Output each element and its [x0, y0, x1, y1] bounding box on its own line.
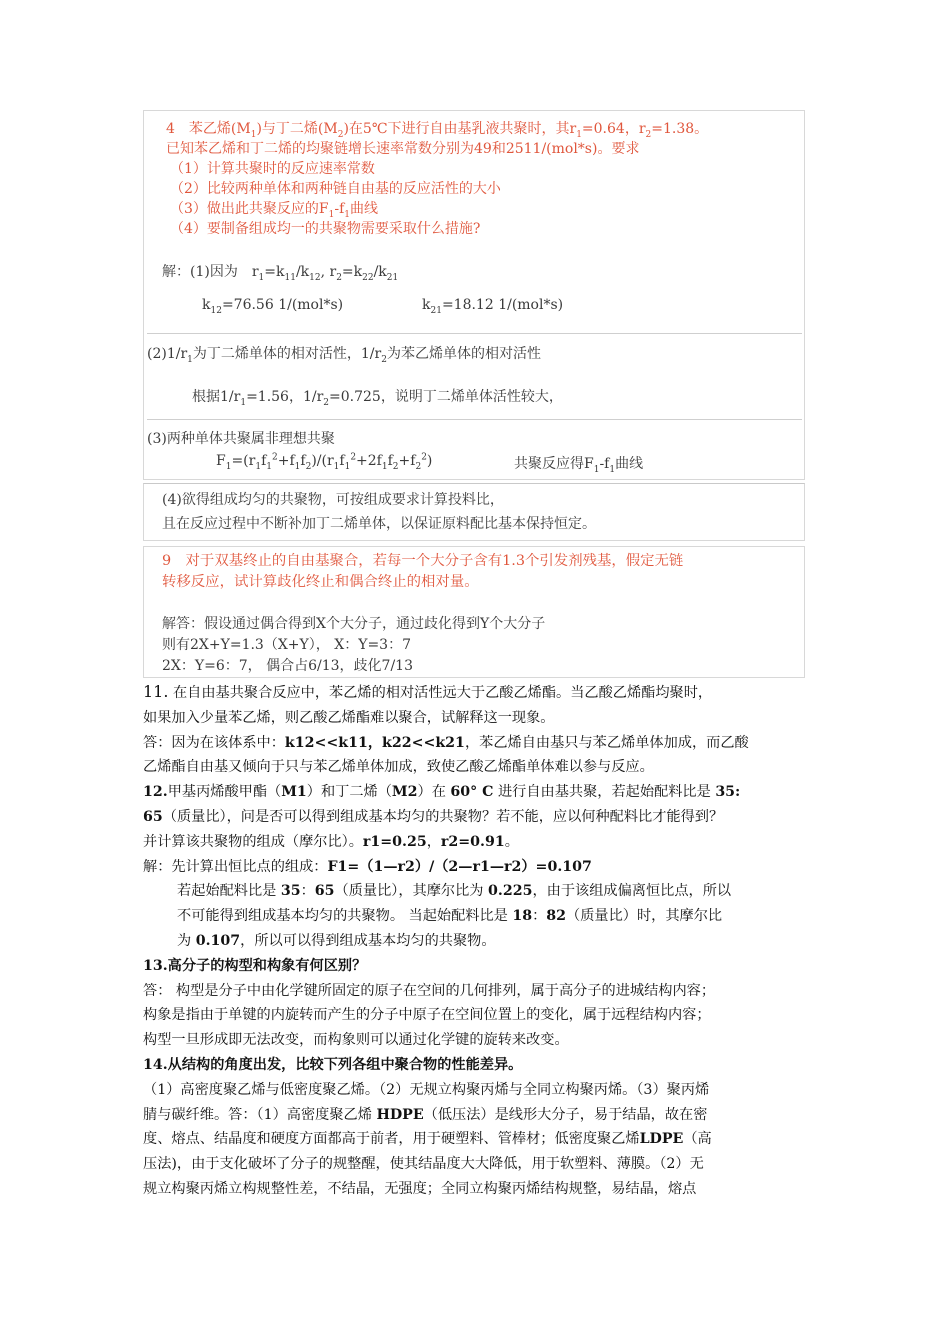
q12-solution-line1: 解：先计算出恒比点的组成：F1=（1—r2）/（2—r1—r2）=0.107 — [143, 858, 592, 875]
problem9-line1: 9 对于双基终止的自由基聚合，若每一个大分子含有1.3个引发剂残基，假定无链 — [162, 553, 684, 569]
q12-line2: 65（质量比），问是否可以得到组成基本均匀的共聚物？若不能，应以何种配料比才能得到？ — [143, 808, 724, 825]
q14-line4: 压法)，由于支化破坏了分子的规整醒，使其结晶度大大降低，用于软塑料、薄膜。（2）无 — [143, 1156, 704, 1173]
q11-line2: 如果加入少量苯乙烯，则乙酸乙烯酯难以聚合，试解释这一现象。 — [143, 709, 555, 726]
problem9-answer-1: 解答：假设通过偶合得到X个大分子，通过歧化得到Y个大分子 — [162, 616, 546, 632]
k12-value: $k_{12}=76.56$ 1/(mol*s) — [202, 297, 344, 316]
q12-line1: 12.甲基丙烯酸甲酯（M1）和丁二烯（M2）在 60° C 进行自由基共聚，若起始配料比是 35: — [143, 784, 741, 801]
q13-title: 13.高分子的构型和构象有何区别？ — [143, 957, 367, 974]
problem4-solution-1: 解：(1)因为 $r_1=k_{11}/k_{12}$, $r_2=k_{22}/k_{21}$ — [162, 264, 399, 283]
problem4-q1: （1）计算共聚时的反应速率常数 — [170, 161, 375, 177]
q14-line1: （1）高密度聚乙烯与低密度聚乙烯。（2）无规立构聚丙烯与全同立构聚丙烯。（3）聚丙烯 — [143, 1081, 710, 1098]
q14-line3: 度、熔点、结晶度和硬度方面都高于前者，用于硬塑料、管棒材；低密度聚乙烯LDPE（高 — [143, 1131, 712, 1148]
problem4-answer-2b: 根据$1/r_1=1.56$，$1/r_2=0.725$，说明丁二烯单体活性较大， — [192, 389, 563, 408]
q12-solution-line3: 不可能得到组成基本均匀的共聚物。 当起始配料比是 18：82（质量比）时，其摩尔比 — [177, 908, 723, 925]
curve-note: 共聚反应得$F_1-f_1$曲线 — [514, 456, 644, 475]
q12-line3: 并计算该共聚物的组成（摩尔比）。r1=0.25，r2=0.91。 — [143, 833, 519, 850]
problem9-answer-2: 则有2X+Y=1.3（X+Y）， X：Y=3：7 — [162, 637, 411, 653]
q13-answer-line2: 构象是指由于单键的内旋转而产生的分子中原子在空间位置上的变化，属于远程结构内容； — [143, 1007, 711, 1024]
problem4-q3: （3）做出此共聚反应的$F_1-f_1$曲线 — [170, 201, 379, 220]
q12-solution-line2: 若起始配料比是 35：65（质量比），其摩尔比为 0.225，由于该组成偏离恒比点，所以 — [177, 883, 732, 900]
scan-problem-4 — [143, 110, 805, 480]
problem4-q2: （2）比较两种单体和两种链自由基的反应活性的大小 — [170, 181, 501, 197]
problem4-answer-2: $(2)1/r_1$为丁二烯单体的相对活性，$1/r_2$为苯乙烯单体的相对活性 — [147, 346, 541, 365]
problem4-line2: 已知苯乙烯和丁二烯的均聚链增长速率常数分别为49和2511/(mol*s)。要求 — [166, 141, 640, 157]
k21-value: $k_{21}=18.12$ 1/(mol*s) — [422, 297, 564, 316]
problem4-answer-4-line2: 且在反应过程中不断补加丁二烯单体，以保证原料配比基本保持恒定。 — [162, 516, 596, 532]
q13-answer-line1: 答： 构型是分子中由化学键所固定的原子在空间的几何排列，属于高分子的进城结构内容； — [143, 982, 716, 999]
composition-equation: $F_1=(r_1f_1^2+f_1f_2)/(r_1f_1^2+2f_1f_2+f_2^2)$ — [216, 452, 433, 472]
q11-answer-line1: 答：因为在该体系中：k12<<k11，k22<<k21，苯乙烯自由基只与苯乙烯单体加成，而乙酸 — [143, 734, 749, 751]
q14-line2: 腈与碳纤维。答：（1）高密度聚乙烯 HDPE（低压法）是线形大分子，易于结晶，故在密 — [143, 1106, 708, 1123]
q12-solution-line4: 为 0.107，所以可以得到组成基本均匀的共聚物。 — [177, 932, 496, 949]
body-text — [143, 680, 808, 1202]
problem4-answer-3: (3)两种单体共聚属非理想共聚 — [147, 431, 335, 447]
problem4-answer-4-line1: (4)欲得组成均匀的共聚物，可按组成要求计算投料比， — [162, 492, 504, 508]
q11-answer-line2: 乙烯酯自由基又倾向于只与苯乙烯单体加成，致使乙酸乙烯酯单体难以参与反应。 — [143, 759, 654, 776]
scan-problem-4-answer-4 — [143, 483, 805, 541]
scan-problem-9 — [143, 546, 805, 678]
problem4-title: 4 苯乙烯$(M_1)$与丁二烯$(M_2)$在5℃下进行自由基乳液共聚时，其$r_1=0.64$，$r_2=1.38$。 — [166, 121, 709, 140]
q11-line1: 11. 在自由基共聚合反应中，苯乙烯的相对活性远大于乙酸乙烯酯。当乙酸乙烯酯均聚时， — [143, 682, 713, 701]
problem9-line2: 转移反应，试计算歧化终止和偶合终止的相对量。 — [162, 574, 479, 590]
q13-answer-line3: 构型一旦形成即无法改变，而构象则可以通过化学键的旋转来改变。 — [143, 1032, 569, 1049]
q14-title: 14.从结构的角度出发，比较下列各组中聚合物的性能差异。 — [143, 1056, 523, 1073]
q14-line5: 规立构聚丙烯立构规整性差，不结晶，无强度；全同立构聚丙烯结构规整，易结晶，熔点 — [143, 1180, 697, 1197]
problem9-answer-3: 2X：Y=6：7， 偶合占6/13，歧化7/13 — [162, 658, 413, 674]
problem4-q4: （4）要制备组成均一的共聚物需要采取什么措施? — [170, 221, 481, 237]
